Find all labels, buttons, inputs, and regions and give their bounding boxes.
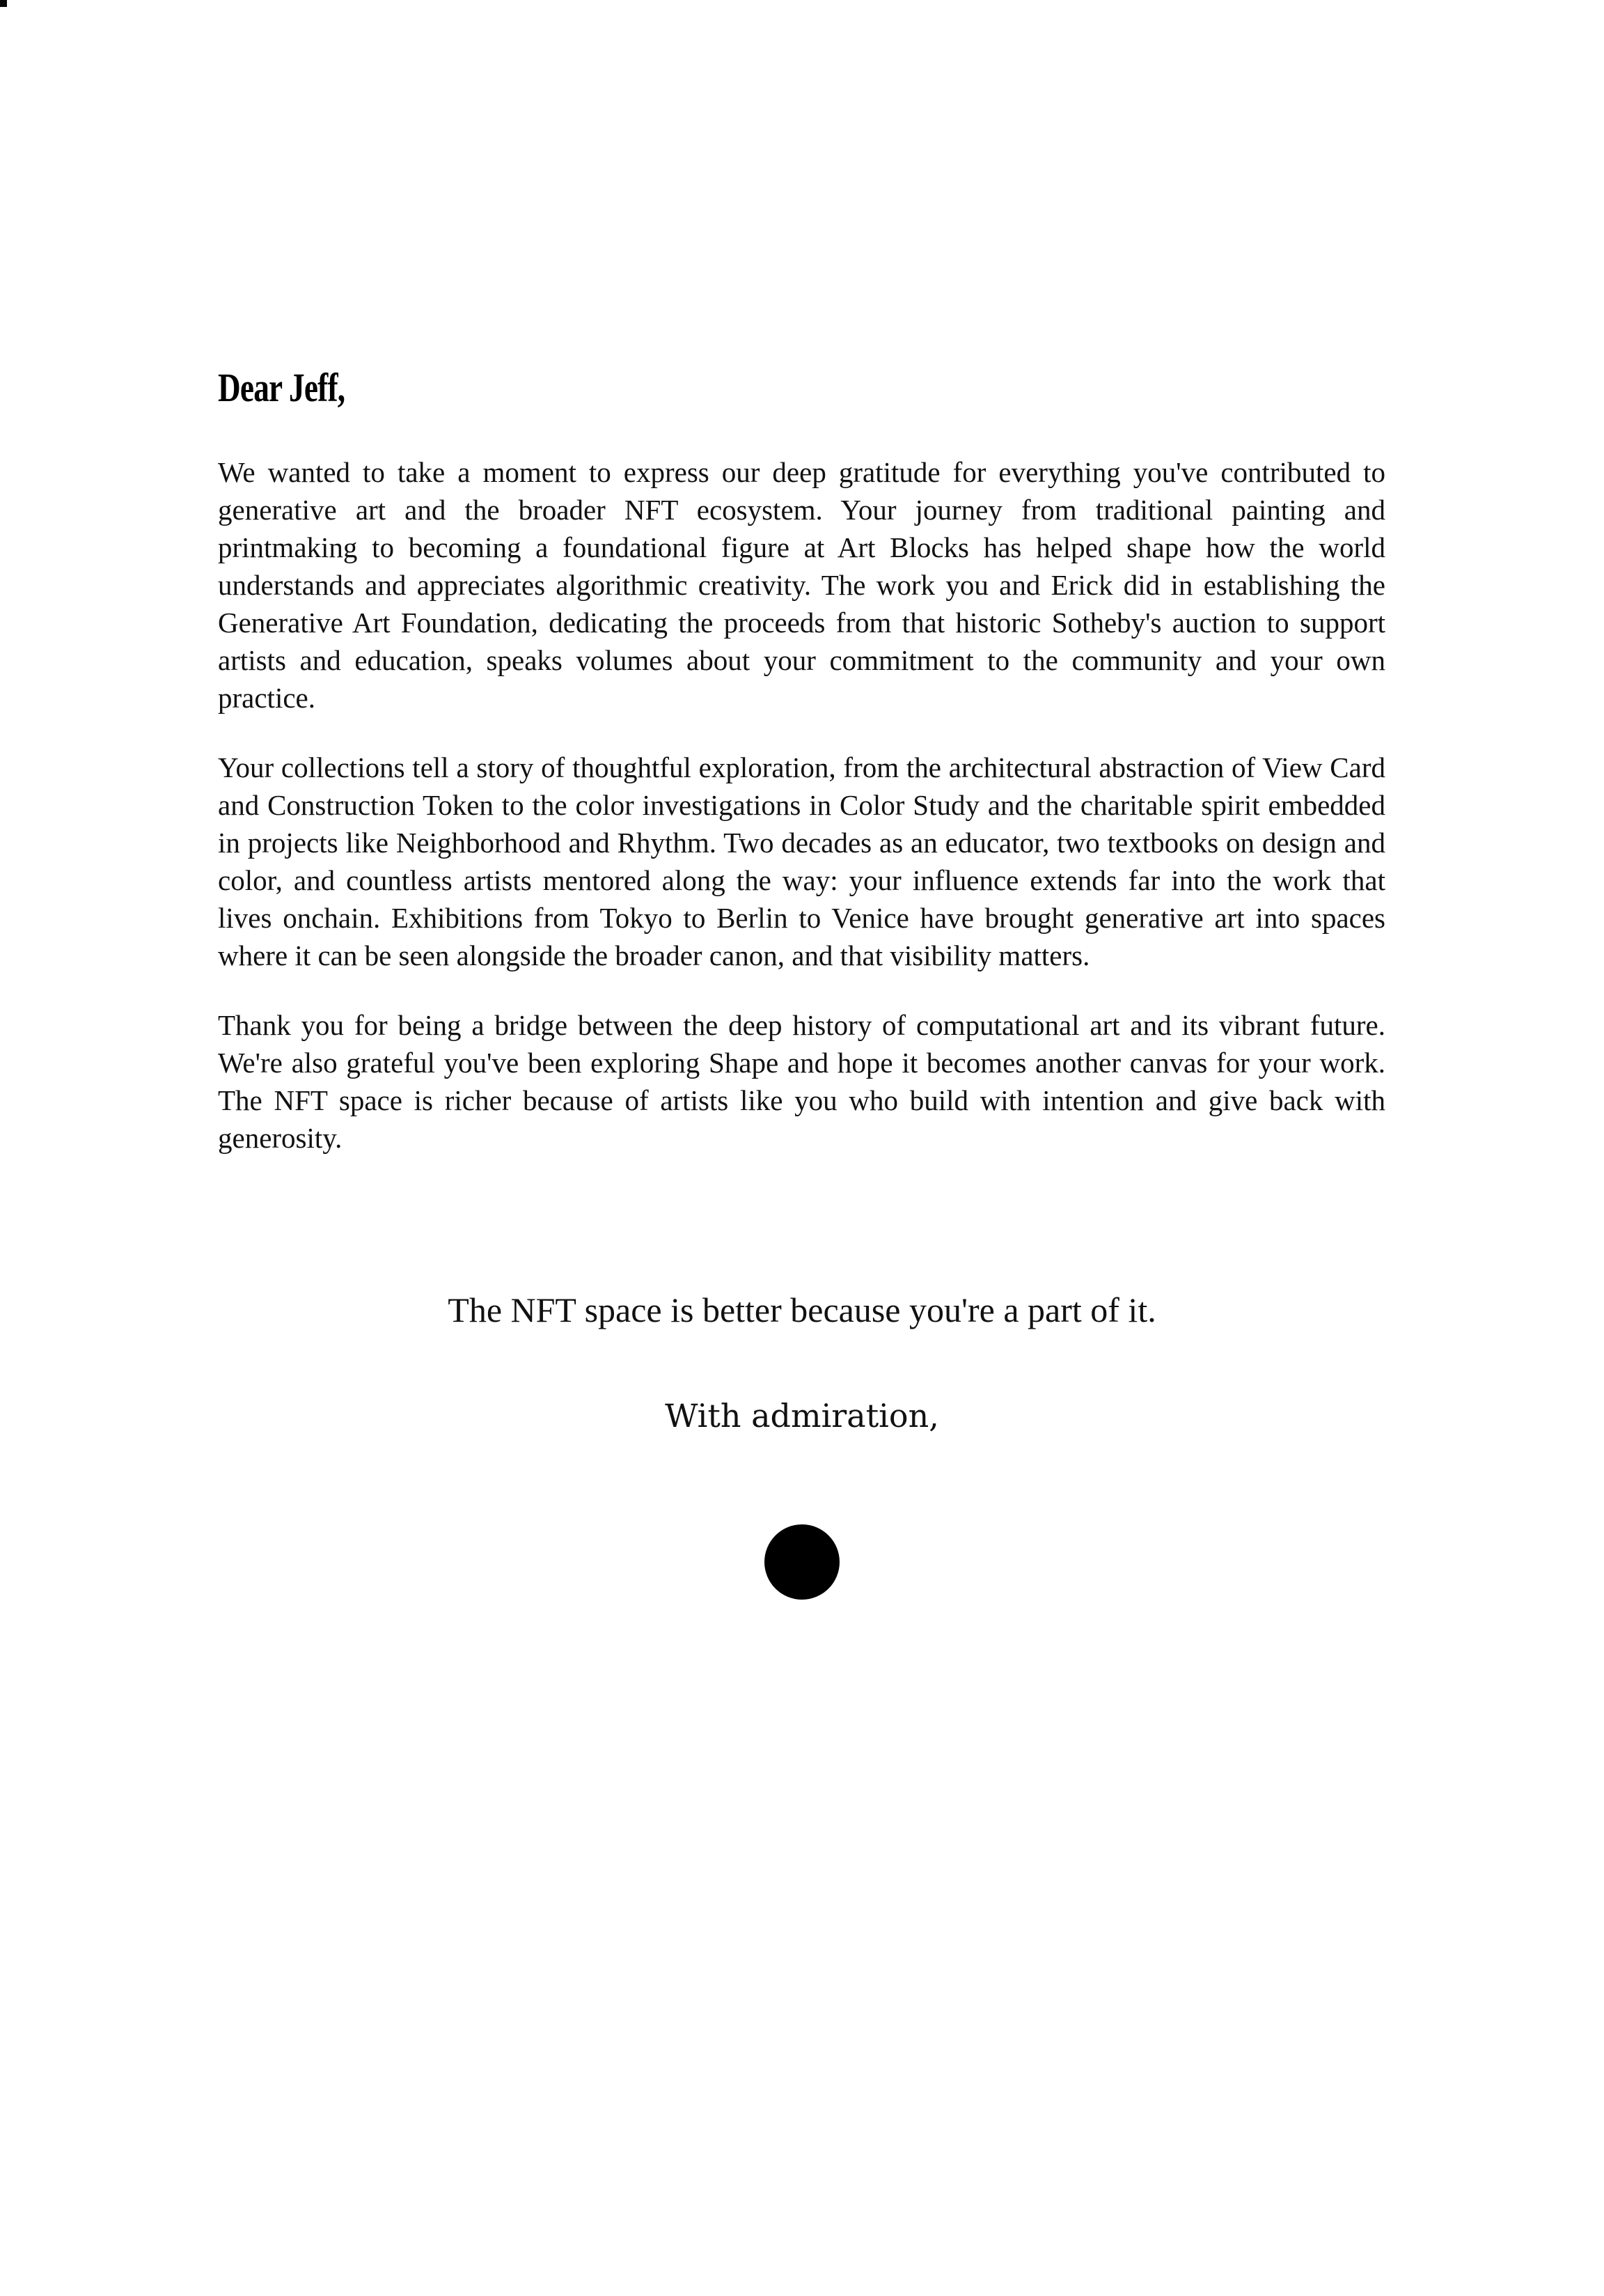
signature-mark <box>0 1524 1604 1600</box>
signoff-text: With admiration, <box>665 1397 939 1435</box>
letter-paragraph: Thank you for being a bridge between the deep history of computational art and its vibrant future. We're also grateful you've been exploring Shape and hope it becomes another canvas for your work. The NFT space is richer because of artists like you who build with intention and give back with generosity. <box>218 1009 1385 1154</box>
salutation-heading: Dear Jeff, <box>218 365 345 410</box>
letter-closing <box>0 1288 1604 1436</box>
letter-body <box>218 0 1385 1157</box>
letter-paragraph: We wanted to take a moment to express our deep gratitude for everything you've contributed to generative art and the broader NFT ecosystem. Your journey from traditional painting and printmaking to becoming a foundational figure at Art Blocks has helped shape how the world understands and appreciates algorithmic creativity. The work you and Erick did in establishing the Generative Art Foundation, dedicating the proceeds from that historic Sotheby's auction to support artists and education, speaks volumes about your commitment to the community and your own practice. <box>218 456 1385 714</box>
letter-paragraph: Your collections tell a story of thoughtful exploration, from the architectural abstraction of View Card and Construction Token to the color investigations in Color Study and the charitable spirit embedded in projects like Neighborhood and Rhythm. Two decades as an educator, two textbooks on design and color, and countless artists mentored along the way: your influence extends far into the work that lives onchain. Exhibitions from Tokyo to Berlin to Venice have brought generative art into spaces where it can be seen alongside the broader canon, and that visibility matters. <box>218 751 1385 971</box>
page-corner-artifact <box>0 0 7 7</box>
tagline-text: The NFT space is better because you're a part of it. <box>448 1290 1156 1329</box>
filled-circle-icon <box>764 1524 840 1600</box>
